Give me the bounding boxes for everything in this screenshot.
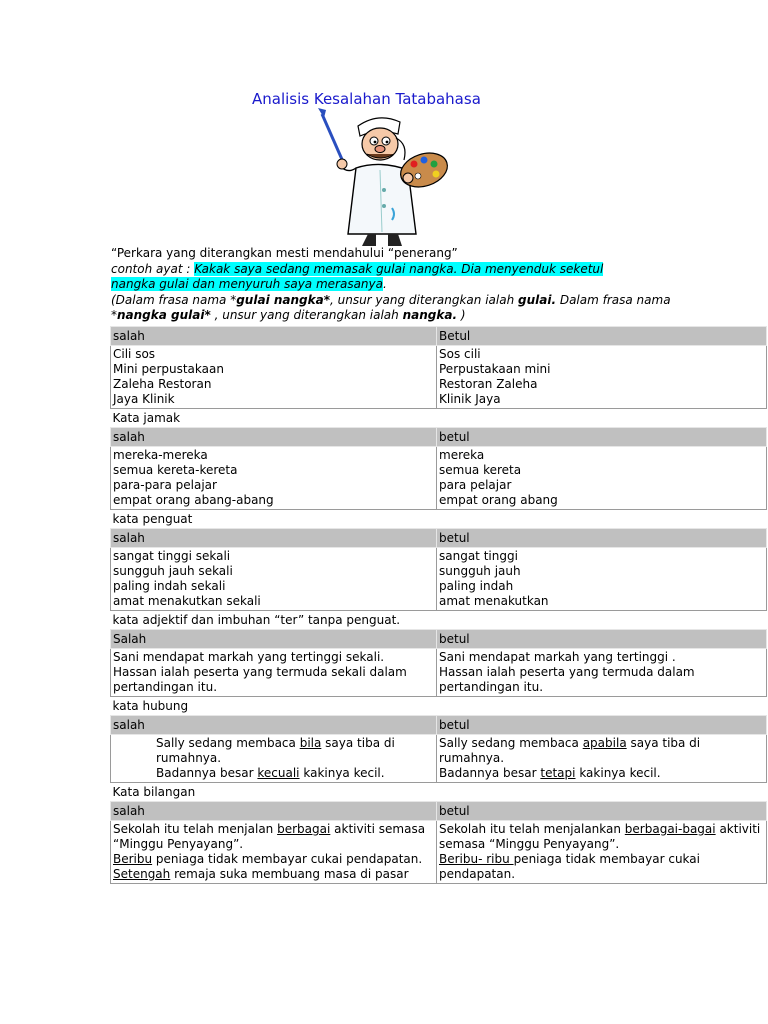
column-header-correct: betul [437,529,767,548]
column-header-correct: betul [437,630,767,649]
sentence-text: aktiviti semasa “Minggu Penyayang”. [439,822,761,851]
column-header-correct: betul [437,716,767,735]
highlighted-word: berbagai [277,822,331,836]
note-bold: nangka gulai* [117,308,211,322]
highlighted-word: tetapi [540,766,576,780]
wrong-item: Jaya Klinik [113,392,175,406]
section-heading: kata penguat [112,512,193,526]
table-row [111,735,767,783]
table-row [111,649,767,697]
highlighted-word: berbagai-bagai [624,822,716,836]
column-header-wrong: salah [111,428,437,447]
sentence-text: Sekolah itu telah menjalankan [439,822,625,836]
wrong-item: Cili sos [113,347,156,361]
table-header-row [111,529,767,548]
note-bold: nangka. [402,308,458,322]
wrong-item [113,852,434,867]
sentence-text: kakinya kecil. [299,766,385,780]
highlighted-word: bila [299,736,322,750]
sentence-text: saya tiba di rumahnya. [156,736,395,765]
correct-item: sangat tinggi [439,549,518,563]
wrong-item [113,867,434,882]
note-text: , unsur yang diterangkan ialah [329,292,518,307]
correct-item [439,766,764,781]
section-heading: kata hubung [112,699,189,713]
correct-item: Perpustakaan mini [439,362,551,376]
sentence-text: peniaga tidak membayar cukai pendapatan. [152,852,423,866]
note-bold: gulai nangka* [236,292,330,307]
highlighted-word: Beribu- ribu [439,852,514,866]
section-heading-row [111,409,767,428]
wrong-item: semua kereta-kereta [113,463,238,477]
painter-clipart [312,108,450,248]
rule-statement: “Perkara yang diterangkan mesti mendahului “penerang” [111,246,458,260]
sentence-text: peniaga tidak membayar cukai pendapatan. [439,852,700,881]
correct-cell [437,548,767,611]
highlighted-word: Beribu [113,852,153,866]
wrong-item: empat orang abang-abang [113,493,274,507]
table-header-row [111,630,767,649]
column-header-correct: Betul [437,327,767,346]
sentence-text: Badannya besar [156,766,258,780]
section-heading-row [111,783,767,802]
note-text: Dalam frasa nama * [111,292,671,322]
note-text: ) [457,308,466,322]
correct-item: semua kereta [439,463,522,477]
wrong-cell [111,447,437,510]
highlighted-word: Setengah [113,867,171,881]
comparison-tables [110,326,766,884]
section-heading: Kata jamak [112,411,181,425]
sentence-text: Sally sedang membaca [439,736,583,750]
page-title: Analisis Kesalahan Tatabahasa [252,90,481,108]
correct-cell [437,447,767,510]
table-header-row [111,716,767,735]
section-heading: kata adjektif dan imbuhan “ter” tanpa penguat. [112,613,401,627]
correct-cell [437,649,767,697]
correct-item: mereka [439,448,485,462]
correct-item: Sos cili [439,347,481,361]
correct-cell [437,821,767,884]
wrong-item: para-para pelajar [113,478,217,492]
table-header-row [111,802,767,821]
intro-paragraph [111,246,671,324]
wrong-cell [111,346,437,409]
correct-item: para pelajar [439,478,512,492]
grammar-table [110,326,767,884]
correct-item [439,822,764,852]
note-bold: gulai. [518,292,557,307]
explanation-note [111,293,671,324]
correct-item: Sani mendapat markah yang tertinggi . [439,650,676,664]
correct-item [439,736,764,766]
example-end: . [383,277,387,291]
example-highlight: Kakak saya sedang memasak gulai nangka. Dia menyenduk seketul [194,261,604,276]
highlighted-word: kecuali [257,766,300,780]
correct-item: paling indah [439,579,514,593]
column-header-wrong: salah [111,327,437,346]
wrong-item: amat menakutkan sekali [113,594,261,608]
wrong-item: Hassan ialah peserta yang termuda sekali dalam pertandingan itu. [113,665,407,694]
wrong-cell [111,649,437,697]
correct-cell [437,346,767,409]
highlighted-word: apabila [582,736,627,750]
wrong-item: Zaleha Restoran [113,377,212,391]
correct-item: Hassan ialah peserta yang termuda dalam pertandingan itu. [439,665,695,694]
correct-item: Restoran Zaleha [439,377,538,391]
wrong-cell [111,821,437,884]
example-highlight-2: nangka gulai dan menyuruh saya merasanya [111,277,383,291]
correct-item [439,852,764,882]
sentence-text: aktiviti semasa “Minggu Penyayang”. [113,822,426,851]
column-header-correct: betul [437,428,767,447]
wrong-cell [111,735,437,783]
sentence-text: Sally sedang membaca [156,736,300,750]
correct-item: amat menakutkan [439,594,549,608]
sentence-text: remaja suka membuang masa di pasar [170,867,409,881]
section-heading-row [111,697,767,716]
wrong-item: mereka-mereka [113,448,208,462]
sentence-text: Badannya besar [439,766,541,780]
column-header-wrong: salah [111,802,437,821]
note-text: , unsur yang diterangkan ialah [210,308,403,322]
table-row [111,548,767,611]
table-row [111,447,767,510]
wrong-item [156,766,434,781]
correct-item: sungguh jauh [439,564,521,578]
correct-item: Klinik Jaya [439,392,501,406]
sentence-text: kakinya kecil. [575,766,661,780]
wrong-item [156,736,434,766]
section-heading-row [111,510,767,529]
wrong-cell [111,548,437,611]
section-heading: Kata bilangan [112,785,196,799]
example-sentence [111,262,671,293]
table-header-row [111,428,767,447]
section-heading-row [111,611,767,630]
table-row [111,821,767,884]
wrong-item: sungguh jauh sekali [113,564,233,578]
wrong-item: Mini perpustakaan [113,362,224,376]
sentence-text: Sekolah itu telah menjalan [113,822,278,836]
column-header-wrong: salah [111,716,437,735]
correct-cell [437,735,767,783]
column-header-wrong: Salah [111,630,437,649]
wrong-item: sangat tinggi sekali [113,549,231,563]
example-prefix: contoh ayat : [111,261,195,276]
table-row [111,346,767,409]
column-header-wrong: salah [111,529,437,548]
table-header-row [111,327,767,346]
wrong-item: paling indah sekali [113,579,226,593]
wrong-item: Sani mendapat markah yang tertinggi sekali. [113,650,385,664]
sentence-text: saya tiba di rumahnya. [439,736,701,765]
wrong-item [113,822,434,852]
note-text: (Dalam frasa nama * [111,292,237,307]
correct-item: empat orang abang [439,493,558,507]
column-header-correct: betul [437,802,767,821]
